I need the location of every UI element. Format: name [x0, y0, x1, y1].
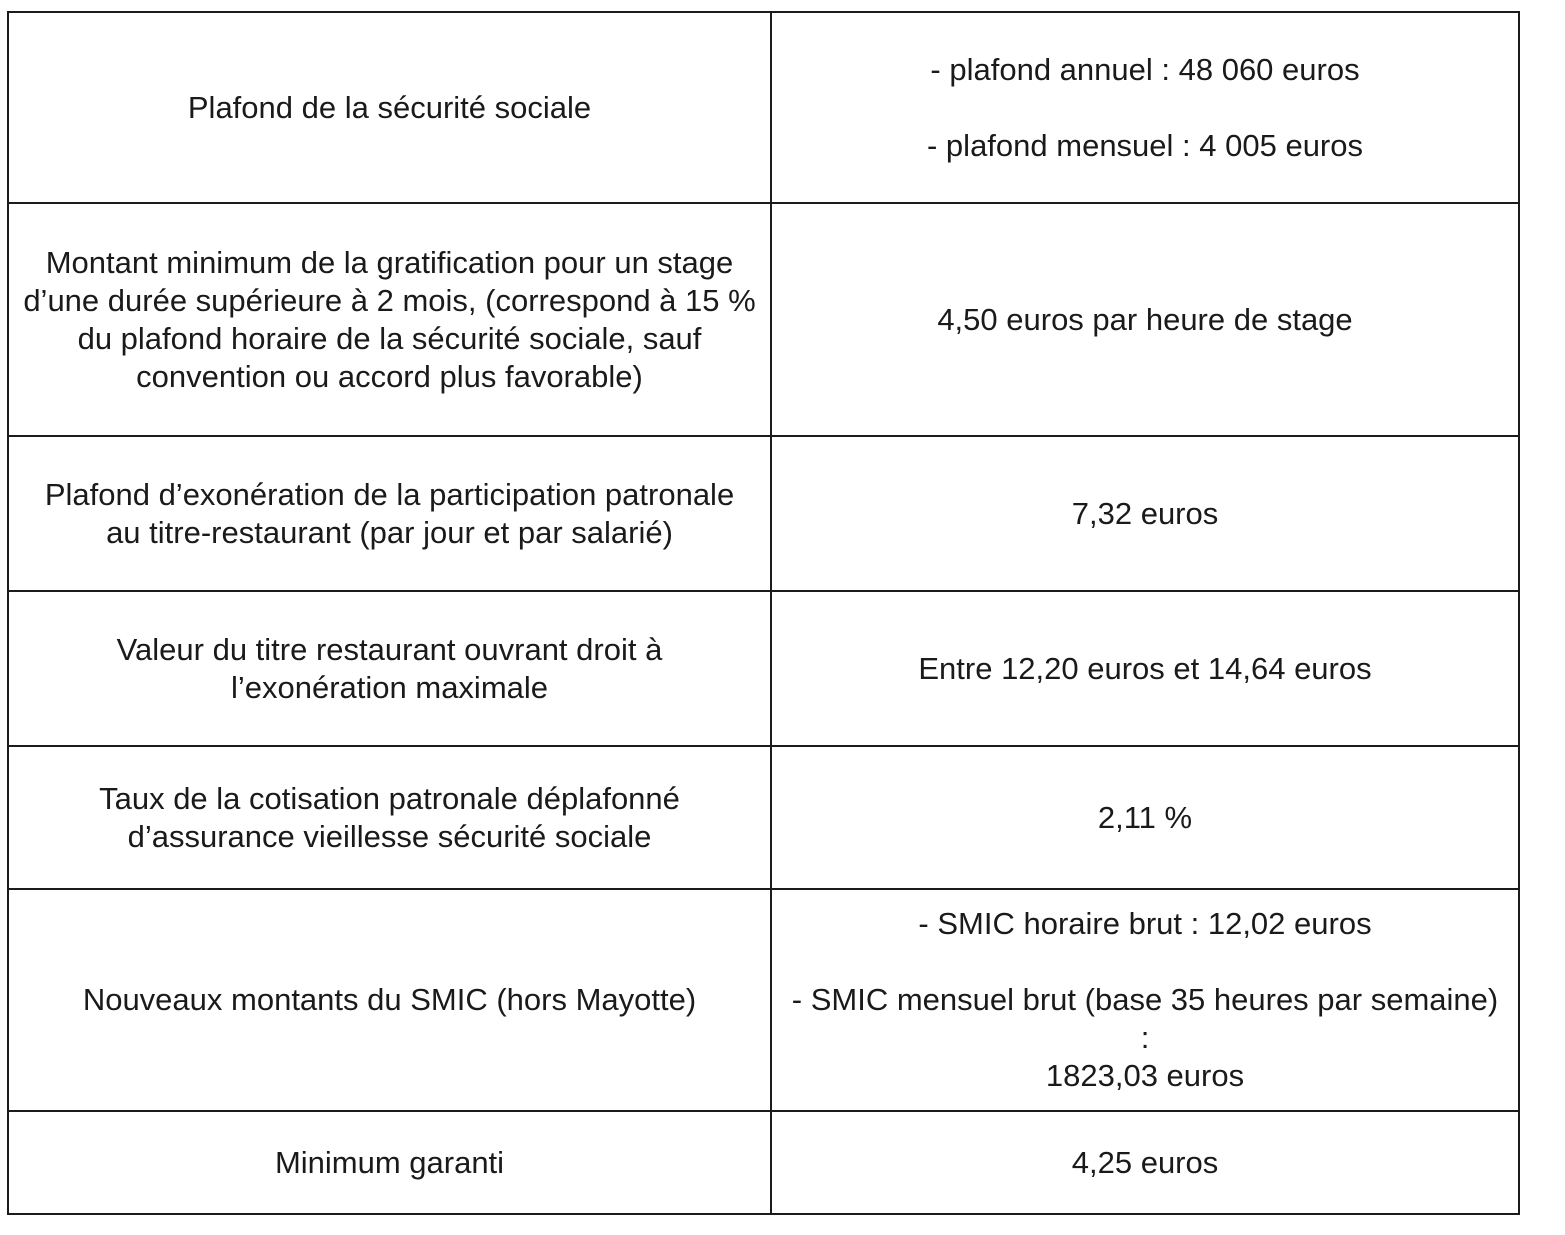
- label-line: d’assurance vieillesse sécurité sociale: [127, 818, 652, 854]
- label-cell: [8, 12, 771, 203]
- value-text: [784, 1144, 1506, 1182]
- document-page: [0, 11, 1565, 1215]
- label-line: au titre-restaurant (par jour et par salarié): [106, 514, 673, 550]
- value-line: - SMIC horaire brut : 12,02 euros: [918, 906, 1372, 941]
- table-row: [8, 746, 1519, 889]
- label-line: du plafond horaire de la sécurité sociale, sauf: [77, 320, 702, 356]
- label-text: [21, 631, 758, 707]
- label-text: [21, 244, 758, 396]
- value-line: - plafond mensuel : 4 005 euros: [927, 127, 1363, 163]
- label-text: [21, 1144, 758, 1182]
- value-line: - plafond annuel : 48 060 euros: [930, 51, 1360, 87]
- value-cell: [771, 591, 1519, 746]
- label-text: [21, 981, 758, 1019]
- value-cell: [771, 12, 1519, 203]
- table-row: [8, 12, 1519, 203]
- table-row: [8, 591, 1519, 746]
- label-line: Plafond d’exonération de la participation patronale: [44, 476, 735, 512]
- label-line: l’exonération maximale: [230, 669, 549, 705]
- value-line: 4,50 euros par heure de stage: [937, 301, 1353, 337]
- label-text: [21, 780, 758, 856]
- table-row: [8, 1111, 1519, 1214]
- value-text: [784, 650, 1506, 688]
- value-text: [784, 905, 1506, 943]
- label-cell: [8, 436, 771, 591]
- label-text: [21, 476, 758, 552]
- label-cell: [8, 889, 771, 1111]
- value-line: 2,11 %: [1097, 799, 1193, 835]
- table-row: [8, 203, 1519, 436]
- value-text: [784, 51, 1506, 89]
- value-cell: [771, 746, 1519, 889]
- label-line: Minimum garanti: [274, 1144, 505, 1180]
- label-line: Montant minimum de la gratification pour un stage: [45, 244, 734, 280]
- rates-table: [7, 11, 1520, 1215]
- value-line: 4,25 euros: [1071, 1144, 1219, 1180]
- value-line: 7,32 euros: [1071, 495, 1219, 531]
- value-text: [784, 495, 1506, 533]
- table-row: [8, 436, 1519, 591]
- value-line: - SMIC mensuel brut (base 35 heures par semaine) :: [791, 982, 1499, 1055]
- value-cell: [771, 1111, 1519, 1214]
- value-line: Entre 12,20 euros et 14,64 euros: [918, 650, 1372, 686]
- value-text: [784, 981, 1506, 1095]
- label-line: d’une durée supérieure à 2 mois, (correspond à 15 %: [23, 282, 756, 318]
- label-line: convention ou accord plus favorable): [136, 358, 643, 394]
- value-cell: [771, 203, 1519, 436]
- value-text: [784, 799, 1506, 837]
- value-line: 1823,03 euros: [1045, 1058, 1245, 1093]
- label-cell: [8, 1111, 771, 1214]
- label-line: Nouveaux montants du SMIC (hors Mayotte): [82, 982, 697, 1017]
- value-text: [784, 301, 1506, 339]
- label-line: Plafond de la sécurité sociale: [187, 89, 592, 125]
- value-cell: [771, 889, 1519, 1111]
- table-row: [8, 889, 1519, 1111]
- label-cell: [8, 203, 771, 436]
- label-cell: [8, 746, 771, 889]
- label-cell: [8, 591, 771, 746]
- label-line: Taux de la cotisation patronale déplafonné: [99, 780, 680, 816]
- value-text: [784, 127, 1506, 165]
- label-text: [21, 89, 758, 127]
- value-cell: [771, 436, 1519, 591]
- label-line: Valeur du titre restaurant ouvrant droit à: [116, 631, 663, 667]
- table-body: [8, 12, 1519, 1214]
